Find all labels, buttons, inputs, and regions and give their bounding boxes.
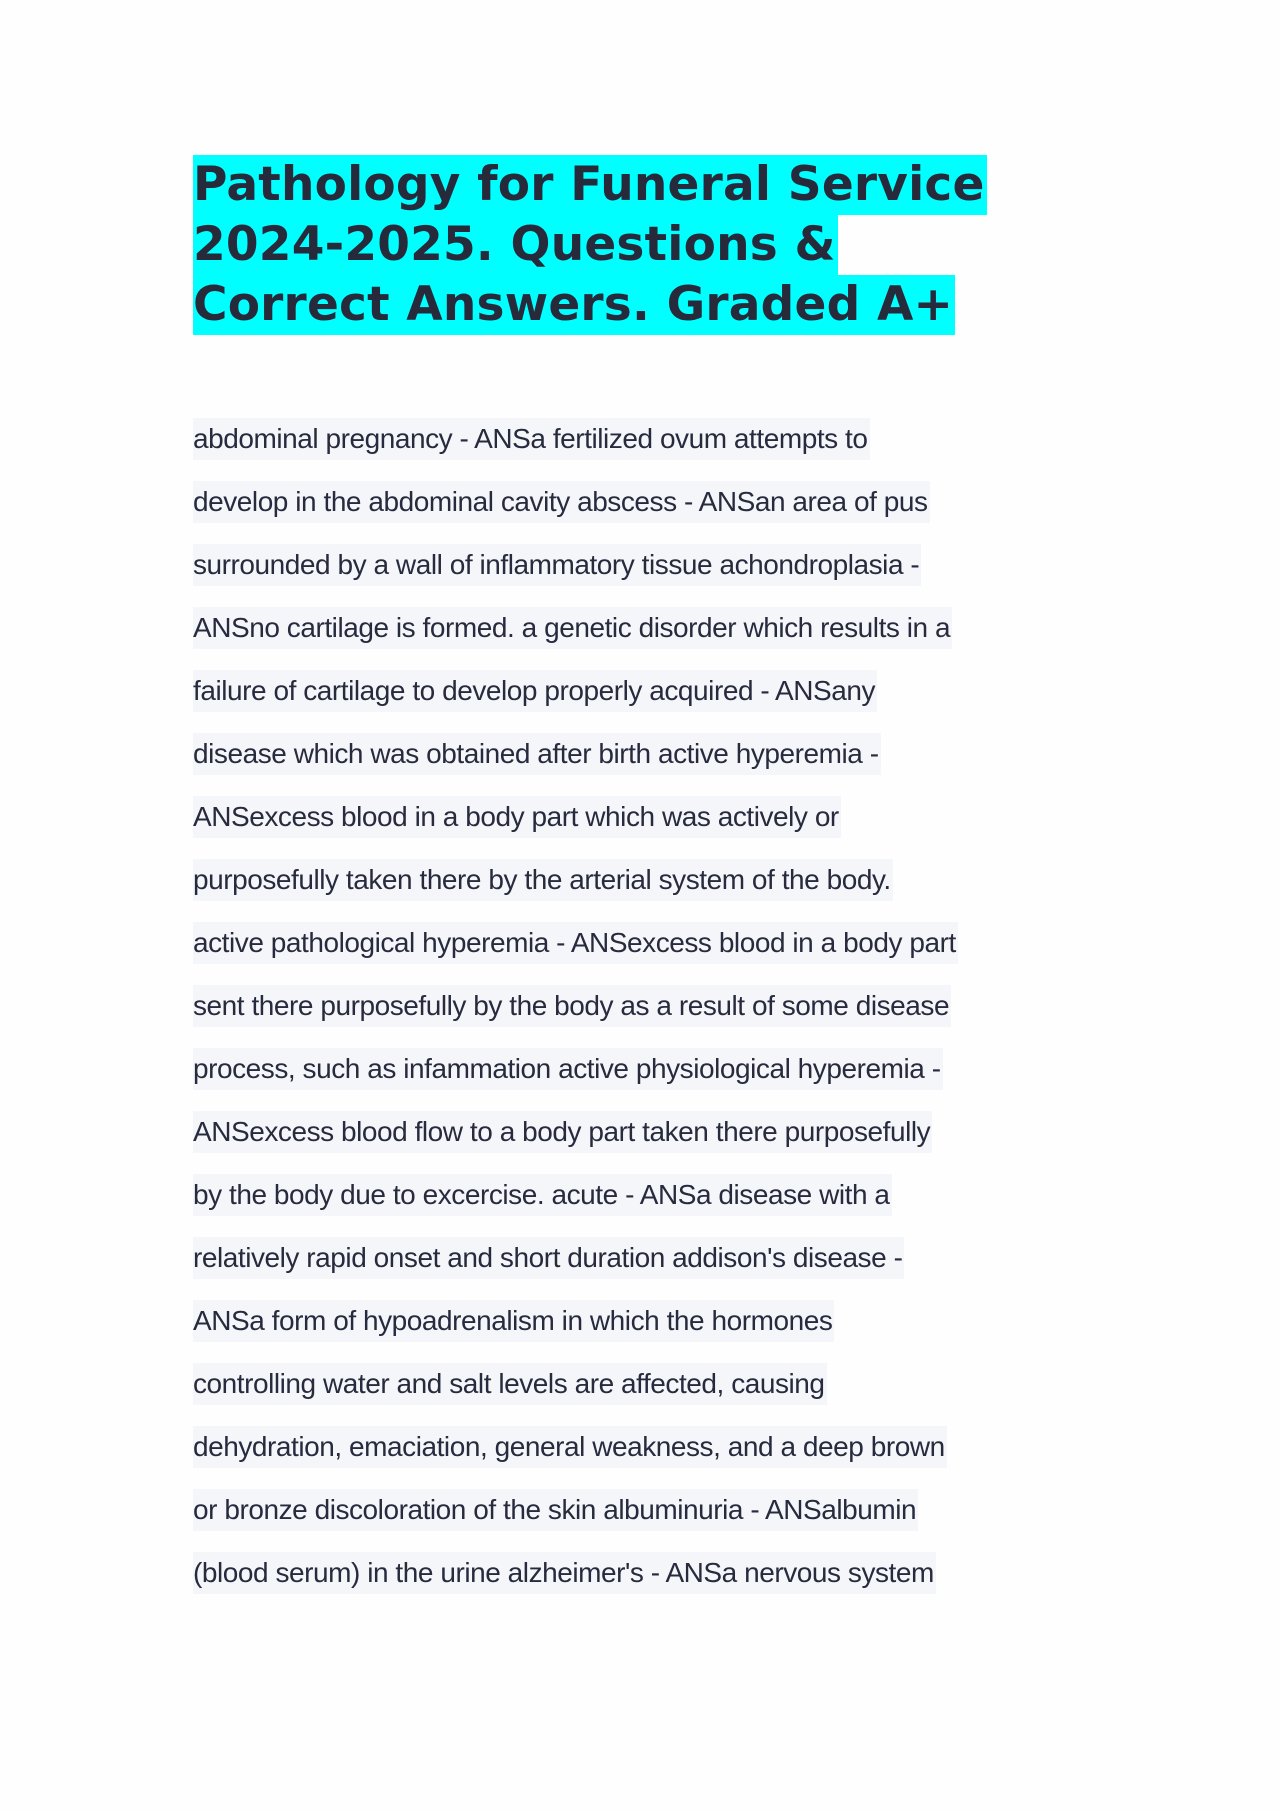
body-line: (blood serum) in the urine alzheimer's - ANSa nervous system — [193, 1552, 936, 1594]
body-line: dehydration, emaciation, general weakness, and a deep brown — [193, 1426, 947, 1468]
body-line: purposefully taken there by the arterial system of the body. — [193, 859, 893, 901]
body-line: controlling water and salt levels are affected, causing — [193, 1363, 827, 1405]
body-line: sent there purposefully by the body as a result of some disease — [193, 985, 951, 1027]
body-line: active pathological hyperemia - ANSexcess blood in a body part — [193, 922, 958, 964]
body-line: relatively rapid onset and short duration addison's disease - — [193, 1237, 904, 1279]
body-line: disease which was obtained after birth active hyperemia - — [193, 733, 881, 775]
body-line: ANSno cartilage is formed. a genetic disorder which results in a — [193, 607, 952, 649]
body-line: by the body due to excercise. acute - ANSa disease with a — [193, 1174, 892, 1216]
title-line-1: Pathology for Funeral Service — [193, 155, 987, 215]
body-line: process, such as infammation active physiological hyperemia - — [193, 1048, 943, 1090]
document-title — [193, 155, 987, 335]
body-line: ANSexcess blood in a body part which was actively or — [193, 796, 841, 838]
body-line: develop in the abdominal cavity abscess - ANSan area of pus — [193, 481, 930, 523]
body-line: abdominal pregnancy - ANSa fertilized ovum attempts to — [193, 418, 870, 460]
body-line: or bronze discoloration of the skin albuminuria - ANSalbumin — [193, 1489, 918, 1531]
title-line-3: Correct Answers. Graded A+ — [193, 275, 955, 335]
title-line-2: 2024-2025. Questions & — [193, 215, 838, 275]
body-line: ANSexcess blood flow to a body part taken there purposefully — [193, 1111, 932, 1153]
body-line: failure of cartilage to develop properly acquired - ANSany — [193, 670, 877, 712]
body-line: ANSa form of hypoadrenalism in which the hormones — [193, 1300, 834, 1342]
body-line: surrounded by a wall of inflammatory tissue achondroplasia - — [193, 544, 921, 586]
document-body — [193, 418, 958, 1615]
